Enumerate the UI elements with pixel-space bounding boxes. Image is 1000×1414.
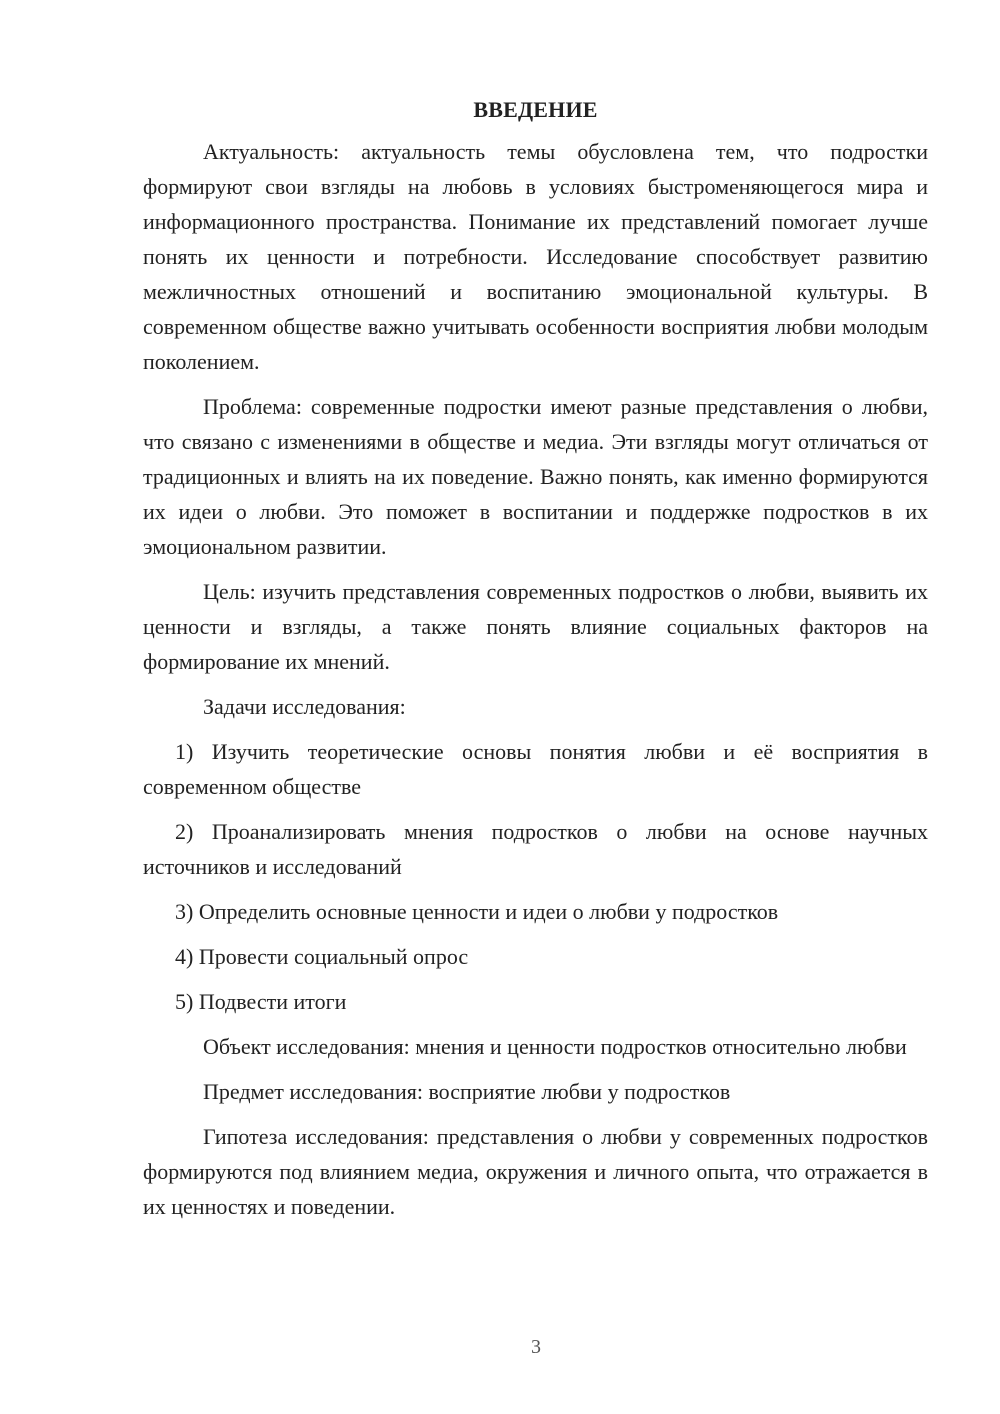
tasks-heading: Задачи исследования: — [203, 694, 406, 719]
task-item-2: 2) Проанализировать мнения подростков о любви на основе научных источников и исследований — [143, 819, 928, 879]
relevance-paragraph: Актуальность: актуальность темы обусловлена тем, что подростки формируют свои взгляды на любовь в условиях быстроменяющегося мира и информационного пространства. Понимание их представлений помогает лучше понять их ценности и потребности. Исследование способствует развитию межличностных отношений и воспитанию эмоциональной культуры. В современном обществе важно учитывать особенности восприятия любви молодым поколением. — [143, 139, 928, 374]
problem-paragraph: Проблема: современные подростки имеют разные представления о любви, что связано с изменениями в обществе и медиа. Эти взгляды могут отличаться от традиционных и влиять на их поведение. Важно понять, как именно формируются их идеи о любви. Это поможет в воспитании и поддержке подростков в их эмоциональном развитии. — [143, 394, 928, 559]
page-number: 3 — [531, 1336, 541, 1358]
hypothesis-paragraph: Гипотеза исследования: представления о любви у современных подростков формируются под влиянием медиа, окружения и личного опыта, что отражается в их ценностях и поведении. — [143, 1124, 928, 1219]
task-item-5: 5) Подвести итоги — [175, 989, 347, 1014]
task-item-3: 3) Определить основные ценности и идеи о любви у подростков — [175, 899, 779, 924]
object-paragraph: Объект исследования: мнения и ценности подростков относительно любви — [203, 1034, 907, 1059]
goal-paragraph: Цель: изучить представления современных подростков о любви, выявить их ценности и взгляды, а также понять влияние социальных факторов на формирование их мнений. — [143, 579, 928, 674]
section-title: ВВЕДЕНИЕ — [473, 97, 598, 122]
task-item-4: 4) Провести социальный опрос — [175, 944, 469, 969]
page-content — [143, 94, 928, 1234]
task-item-1: 1) Изучить теоретические основы понятия любви и её восприятия в современном обществе — [143, 739, 928, 799]
subject-paragraph: Предмет исследования: восприятие любви у подростков — [203, 1079, 731, 1104]
